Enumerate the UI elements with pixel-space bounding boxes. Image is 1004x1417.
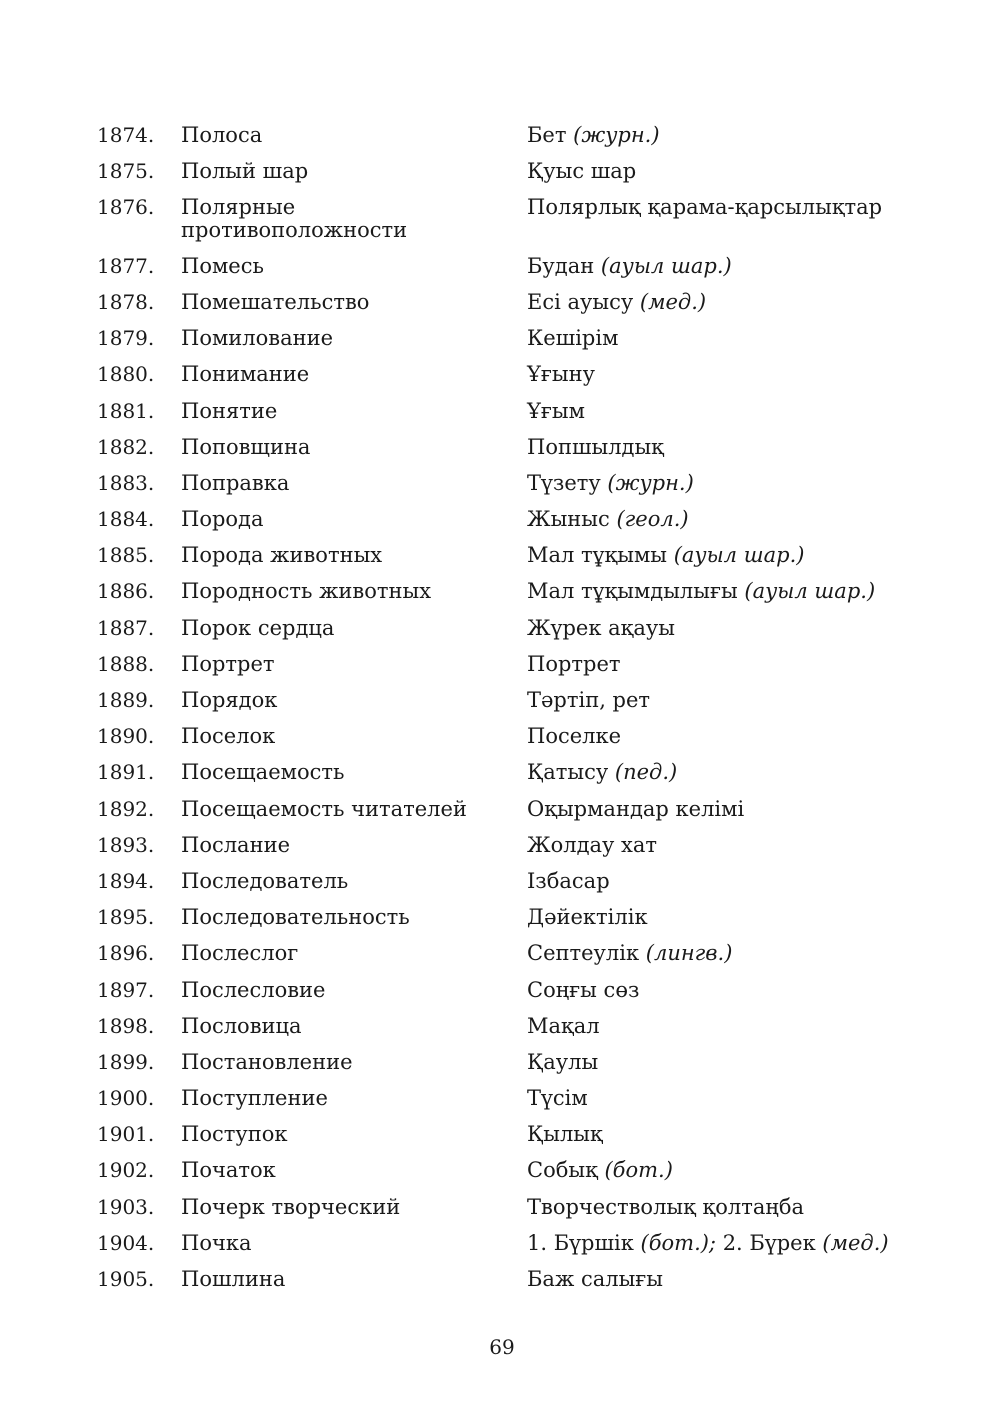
translation-text: Жыныс: [527, 507, 617, 532]
russian-term: Почка: [181, 1230, 252, 1255]
glossary-row: [0, 580, 1004, 616]
entry-number: 1874.: [97, 123, 155, 147]
kazakh-translation: [527, 255, 967, 278]
entry-number: 1881.: [97, 398, 155, 423]
translation-text: Поселке: [527, 724, 622, 749]
glossary-row: [0, 1123, 1004, 1159]
glossary-row: [0, 472, 1004, 508]
glossary-row: [0, 617, 1004, 653]
usage-note: (мед.): [639, 289, 707, 314]
kazakh-translation: [527, 1123, 967, 1146]
kazakh-translation: [527, 196, 967, 219]
kazakh-translation: [527, 1196, 967, 1219]
translation-text: Мақал: [527, 1013, 600, 1038]
translation-text: Оқырмандар келімі: [527, 796, 745, 821]
entry-number: 1893.: [97, 832, 155, 857]
russian-term: Последовательность: [181, 905, 410, 930]
russian-term: Порода животных: [181, 543, 383, 568]
russian-term: Полоса: [181, 123, 263, 147]
entry-number: 1886.: [97, 579, 155, 604]
entry-number: 1896.: [97, 941, 155, 966]
translation-text: Септеулік: [527, 941, 646, 966]
entry-number: 1898.: [97, 1013, 155, 1038]
russian-term: Поступление: [181, 1086, 328, 1111]
usage-note: (пед.): [614, 760, 678, 785]
glossary-row: [0, 363, 1004, 399]
russian-term: Порода: [181, 507, 264, 532]
entry-number: 1890.: [97, 724, 155, 749]
glossary-row: [0, 196, 1004, 254]
russian-term: Поступок: [181, 1122, 288, 1147]
russian-term: Портрет: [181, 651, 275, 676]
translation-text: Қылық: [527, 1122, 603, 1147]
kazakh-translation: [527, 906, 967, 929]
entry-number: 1884.: [97, 507, 155, 532]
translation-text: Қуыс шар: [527, 159, 637, 184]
translation-text: Ұғым: [527, 398, 585, 423]
glossary-row: [0, 942, 1004, 978]
translation-text: Мал тұқымы: [527, 543, 674, 568]
translation-text: Портрет: [527, 651, 621, 676]
glossary-row: [0, 291, 1004, 327]
usage-note: (мед.): [822, 1230, 889, 1255]
translation-text: Дәйектілік: [527, 905, 648, 930]
kazakh-translation: [527, 580, 967, 603]
glossary-row: [0, 1015, 1004, 1051]
translation-text: Есі ауысу: [527, 289, 640, 314]
russian-term: Поправка: [181, 470, 290, 495]
kazakh-translation: [527, 472, 967, 495]
glossary-row: [0, 725, 1004, 761]
russian-term: Поселок: [181, 724, 276, 749]
glossary-row: [0, 1268, 1004, 1304]
translation-text: Түзету: [527, 470, 608, 495]
entry-number: 1891.: [97, 760, 155, 785]
entry-number: 1885.: [97, 543, 155, 568]
entry-number: 1878.: [97, 289, 155, 314]
glossary-row: [0, 979, 1004, 1015]
kazakh-translation: [527, 942, 967, 965]
glossary-row: [0, 1159, 1004, 1195]
translation-text: Жүрек ақауы: [527, 615, 675, 640]
glossary-list: [0, 124, 1004, 1304]
entry-number: 1883.: [97, 470, 155, 495]
glossary-row: [0, 834, 1004, 870]
entry-number: 1877.: [97, 253, 155, 278]
entry-number: 1887.: [97, 615, 155, 640]
entry-number: 1892.: [97, 796, 155, 821]
translation-text: Кешірім: [527, 326, 619, 351]
glossary-row: [0, 508, 1004, 544]
glossary-row: [0, 327, 1004, 363]
glossary-row: [0, 400, 1004, 436]
glossary-row: [0, 906, 1004, 942]
entry-number: 1900.: [97, 1086, 155, 1111]
kazakh-translation: [527, 689, 967, 712]
russian-term: Помешательство: [181, 289, 370, 314]
glossary-row: [0, 1087, 1004, 1123]
translation-text: Собық: [527, 1158, 605, 1183]
russian-term: Поповщина: [181, 434, 311, 459]
kazakh-translation: [527, 653, 967, 676]
kazakh-translation: [527, 1268, 967, 1291]
russian-term: Постановление: [181, 1049, 353, 1074]
glossary-row: [0, 870, 1004, 906]
usage-note: (бот.): [604, 1158, 673, 1183]
russian-term: Помесь: [181, 253, 264, 278]
kazakh-translation: [527, 1015, 967, 1038]
translation-text: 1. Бүршік: [527, 1230, 641, 1255]
translation-text: Түсім: [527, 1086, 588, 1111]
translation-text: Попшылдық: [527, 434, 664, 459]
translation-text: Баж салығы: [527, 1267, 663, 1292]
russian-term: Початок: [181, 1158, 276, 1183]
kazakh-translation: [527, 544, 967, 567]
russian-term: Полярные противоположности: [181, 195, 408, 243]
kazakh-translation: [527, 1232, 967, 1255]
glossary-row: [0, 761, 1004, 797]
glossary-row: [0, 124, 1004, 160]
kazakh-translation: [527, 327, 967, 350]
translation-text: Қатысу: [527, 760, 615, 785]
glossary-row: [0, 1232, 1004, 1268]
translation-text: Бет: [527, 123, 574, 147]
russian-term: Почерк творческий: [181, 1194, 401, 1219]
translation-text: Жолдау хат: [527, 832, 658, 857]
entry-number: 1895.: [97, 905, 155, 930]
translation-text: Қаулы: [527, 1049, 599, 1074]
kazakh-translation: [527, 870, 967, 893]
entry-number: 1904.: [97, 1230, 155, 1255]
glossary-row: [0, 255, 1004, 291]
kazakh-translation: [527, 1051, 967, 1074]
russian-term: Полый шар: [181, 159, 309, 184]
usage-note: (бот.);: [640, 1230, 717, 1255]
kazakh-translation: [527, 834, 967, 857]
entry-number: 1879.: [97, 326, 155, 351]
glossary-row: [0, 544, 1004, 580]
entry-number: 1875.: [97, 159, 155, 184]
kazakh-translation: [527, 400, 967, 423]
russian-term: Пословица: [181, 1013, 302, 1038]
entry-number: 1897.: [97, 977, 155, 1002]
russian-term: Порядок: [181, 688, 278, 713]
usage-note: (геол.): [616, 507, 689, 532]
usage-note: (журн.): [573, 123, 660, 147]
entry-number: 1902.: [97, 1158, 155, 1183]
kazakh-translation: [527, 363, 967, 386]
kazakh-translation: [527, 761, 967, 784]
russian-term: Послеслог: [181, 941, 299, 966]
usage-note: (ауыл шар.): [600, 253, 732, 278]
entry-number: 1888.: [97, 651, 155, 676]
translation-text: Ізбасар: [527, 868, 610, 893]
translation-text: Ұғыну: [527, 362, 595, 387]
russian-term: Порок сердца: [181, 615, 335, 640]
glossary-row: [0, 436, 1004, 472]
russian-term: Понятие: [181, 398, 278, 423]
entry-number: 1901.: [97, 1122, 155, 1147]
entry-number: 1899.: [97, 1049, 155, 1074]
russian-term: Породность животных: [181, 579, 432, 604]
translation-text: Будан: [527, 253, 601, 278]
kazakh-translation: [527, 798, 967, 821]
kazakh-translation: [527, 1087, 967, 1110]
kazakh-translation: [527, 508, 967, 531]
kazakh-translation: [527, 1159, 967, 1182]
usage-note: (лингв.): [645, 941, 733, 966]
glossary-row: [0, 160, 1004, 196]
usage-note: (журн.): [607, 470, 694, 495]
russian-term: Послание: [181, 832, 290, 857]
entry-number: 1880.: [97, 362, 155, 387]
russian-term: Посещаемость читателей: [181, 796, 467, 821]
kazakh-translation: [527, 979, 967, 1002]
glossary-row: [0, 1051, 1004, 1087]
russian-term: Помилование: [181, 326, 334, 351]
glossary-row: [0, 689, 1004, 725]
glossary-row: [0, 653, 1004, 689]
page-number: 69: [489, 1335, 515, 1359]
translation-text: 2. Бүрек: [716, 1230, 823, 1255]
kazakh-translation: [527, 291, 967, 314]
translation-text: Мал тұқымдылығы: [527, 579, 745, 604]
translation-text: Полярлық қарама-қарсылықтар: [527, 195, 883, 220]
usage-note: (ауыл шар.): [673, 543, 805, 568]
glossary-row: [0, 1196, 1004, 1232]
russian-term: Послесловие: [181, 977, 326, 1002]
russian-term: Последователь: [181, 868, 349, 893]
entry-number: 1894.: [97, 868, 155, 893]
translation-text: Тәртіп, рет: [527, 688, 651, 713]
russian-term: Посещаемость: [181, 760, 345, 785]
entry-number: 1903.: [97, 1194, 155, 1219]
kazakh-translation: [527, 725, 967, 748]
russian-term: Пошлина: [181, 1267, 286, 1292]
entry-number: 1876.: [97, 195, 155, 220]
kazakh-translation: [527, 436, 967, 459]
entry-number: 1889.: [97, 688, 155, 713]
entry-number: 1905.: [97, 1267, 155, 1292]
translation-text: Творчестволық қолтаңба: [527, 1194, 804, 1219]
kazakh-translation: [527, 617, 967, 640]
usage-note: (ауыл шар.): [744, 579, 876, 604]
entry-number: 1882.: [97, 434, 155, 459]
glossary-row: [0, 798, 1004, 834]
kazakh-translation: [527, 160, 967, 183]
kazakh-translation: [527, 124, 967, 147]
russian-term: Понимание: [181, 362, 310, 387]
translation-text: Соңғы сөз: [527, 977, 640, 1002]
